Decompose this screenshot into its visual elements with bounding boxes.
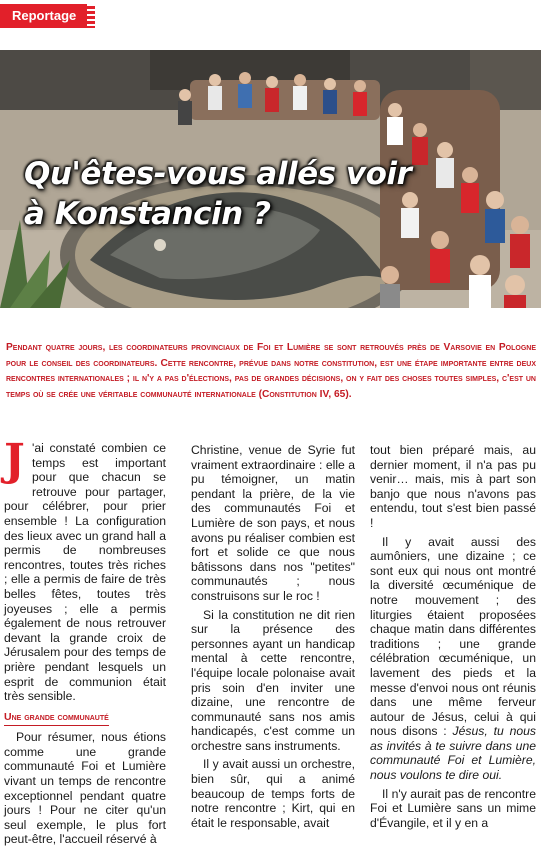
hero-photo	[0, 50, 541, 308]
paragraph	[370, 535, 536, 783]
column-2	[191, 443, 355, 834]
paragraph: Si la constitution ne dit rien sur la présence des personnes ayant un handicap mental à cette rencontre, l'équipe locale polonaise avait pris soin d'en inviter une dizaine, une rencontre de communauté sans nos amis handicapés, c'est comme un orchestre sans instruments.	[191, 607, 355, 753]
paragraph: Il n'y aurait pas de rencontre Foi et Lumière sans un mime d'Évangile, et il y en a	[370, 786, 536, 830]
paragraph: Il y avait aussi un orchestre, bien sûr, qui a animé beaucoup de temps forts de notre rencontre ; Kirt, qui en était le responsable, avait	[191, 757, 355, 830]
headline-line-2: à Konstancin ?	[24, 196, 271, 232]
paragraph: tout bien préparé mais, au dernier moment, il n'a pas pu venir… mais, mis à part son banjo que nous n'avons pas entendu, tout s'est bien passé !	[370, 443, 536, 530]
section-tag	[0, 4, 95, 28]
paragraph-text: Il y avait aussi des aumôniers, une dizaine ; ce sont eux qui nous ont montré la diversité œcuménique de notre mouvement ; des liturgies étaient proposées chaque matin dans différentes traditions ; une grande célébration œcuménique, un lavement des pieds et la messe d'envoi nous ont réunis dans une même ferveur autour de Jésus, celui à qui nous disons :	[370, 534, 536, 739]
paragraph	[4, 435, 166, 704]
paragraph: Christine, venue de Syrie fut vraiment extraordinaire : elle a pu témoigner, un matin pendant la prière, de la vie des communautés Foi et Lumière de son pays, et nous avons pu réaliser combien est fort et solide ce que nous bâtissons dans nos "petites" communautés ; nous construisons sur le roc !	[191, 443, 355, 603]
headline-line-1: Qu'êtes-vous allés voir	[24, 156, 412, 192]
column-1	[4, 435, 166, 851]
paragraph-text: 'ai constaté combien ce temps est important pour que chacun se retrouve pour partager, pour célébrer, pour prier ensemble ! La configuration des lieux avec un grand hall a permis de nombreuses rencontres, toutes très riches ; elle a permis de faire de très belles fêtes, toutes très joyeuses ; elle a permis également de nous retrouver devant la grande croix de Jérusalem pour des temps de prière pendant lesquels un esprit de communion était très sensible.	[4, 441, 166, 704]
film-strip-decoration	[87, 4, 95, 28]
column-3	[370, 443, 536, 834]
paragraph: Pour résumer, nous étions comme une grande communauté Foi et Lumière vivant un temps de rencontre exceptionnel pendant quatre jours ! Pour ne citer qu'un seul exemple, le plus fort peut-être, l'accueil réservé à	[4, 730, 166, 847]
section-tag-label: Reportage	[12, 8, 77, 23]
article-lead: Pendant quatre jours, les coordinateurs provinciaux de Foi et Lumière se sont retrouvés près de Varsovie en Pologne pour le conseil des coordinateurs. Cette rencontre, prévue dans notre constitution, est une étape importante entre deux rencontres internationales ; il n'y a pas d'élections, pas de grandes décisions, on y fait des choses toutes simples, c'est un temps où se crée une véritable communauté internationale (Constitution IV, 65).	[6, 342, 536, 400]
italic-quote: Jésus, tu nous as invités à te suivre dans une communauté Foi et Lumière, nous voulons te dire oui.	[370, 724, 536, 783]
article-headline	[24, 154, 411, 234]
drop-cap: J	[4, 435, 25, 486]
subheading: Une grande communauté	[4, 710, 109, 727]
